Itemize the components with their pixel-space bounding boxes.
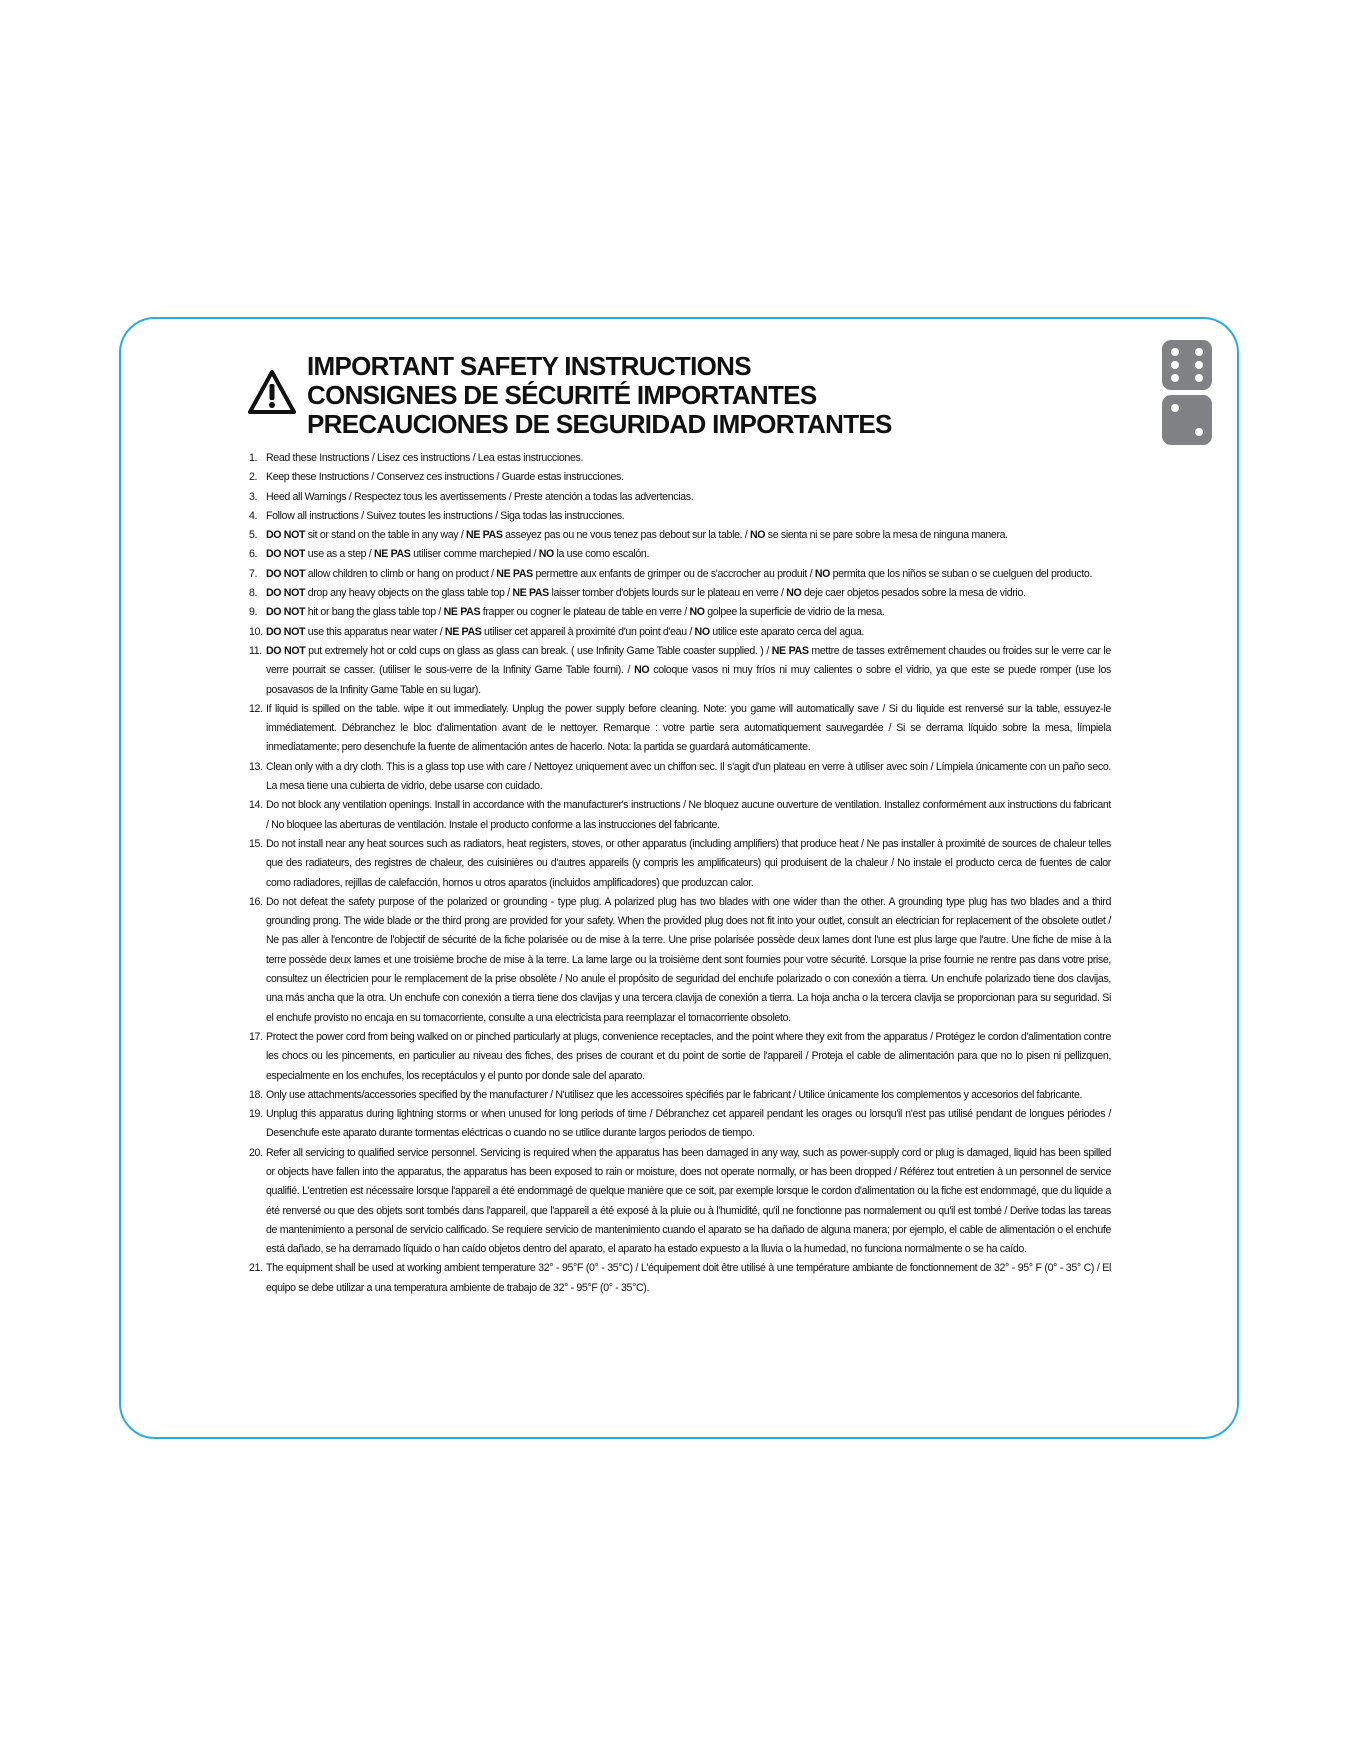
instruction-number: 7. — [249, 567, 258, 580]
logo-dice — [1162, 340, 1212, 450]
instruction-text: sit or stand on the table in any way / — [305, 529, 467, 542]
instruction-item — [249, 642, 1111, 700]
instruction-number: 12. — [249, 702, 263, 715]
instruction-item — [249, 1028, 1111, 1086]
instruction-emphasis: DO NOT — [266, 587, 306, 600]
instruction-text: utilice este aparato cerca del agua. — [709, 625, 865, 638]
instruction-number: 9. — [249, 606, 258, 619]
instruction-number: 10. — [249, 625, 263, 638]
instruction-number: 8. — [249, 587, 258, 600]
dice-six-icon — [1162, 340, 1212, 390]
instruction-emphasis: NO — [689, 606, 705, 619]
instruction-text: Unplug this apparatus during lightning storms or when unused for long periods of time / Débranchez cet appareil pendant les orages ou lorsqu'il n'est pas utilisé pendant de longues périodes / Desenchufe este aparato durante tormentas eléctricas o cuando no se utilice durante largos periodos de tiempo. — [266, 1108, 1111, 1140]
title-spanish: PRECAUCIONES DE SEGURIDAD IMPORTANTES — [307, 409, 892, 439]
instruction-emphasis: NO — [750, 529, 766, 542]
instruction-item — [249, 584, 1111, 603]
instruction-text: use as a step / — [305, 548, 374, 561]
instruction-emphasis: NO — [538, 548, 554, 561]
instruction-emphasis: NE PAS — [373, 548, 411, 561]
instruction-number: 13. — [249, 760, 263, 773]
instruction-text: allow children to climb or hang on product / — [305, 567, 497, 580]
instruction-emphasis: DO NOT — [266, 625, 306, 638]
instruction-number: 17. — [249, 1030, 263, 1043]
instruction-number: 3. — [249, 490, 258, 503]
instruction-item — [249, 700, 1111, 758]
instruction-text: permita que los niños se suban o se cuelguen del producto. — [830, 567, 1093, 580]
instruction-number: 5. — [249, 529, 258, 542]
instruction-item — [249, 1144, 1111, 1260]
instruction-number: 21. — [249, 1262, 263, 1275]
instruction-number: 16. — [249, 895, 263, 908]
instruction-item — [249, 758, 1111, 797]
instruction-text: deje caer objetos pesados sobre la mesa de vidrio. — [801, 587, 1026, 600]
instruction-item — [249, 545, 1111, 564]
instruction-text: Protect the power cord from being walked on or pinched particularly at plugs, convenience receptacles, and the point where they exit from the apparatus / Protégez le cordon d'alimentation contre les chocs ou les pincements, en particulier au niveau des fiches, des prises de courant et du point de sortie de l'appareil / Proteja el cable de alimentación para que no lo pisen ni pellizquen, especialmente en los enchufes, los receptáculos y el punto por donde sale del aparato. — [266, 1030, 1111, 1082]
instruction-text: If liquid is spilled on the table. wipe it out immediately. Unplug the power supply before cleaning. Note: you game will automatically save / Si du liquide est renversé sur la table, essuyez-le immédiatement. Débranchez le bloc d'alimentation avant de le nettoyer. Remarque : votre partie sera automatiquement sauvegardée / Si se derrama líquido sobre la mesa, límpiela inmediatamente; pero desenchufe la fuente de alimentación antes de hacerlo. Nota: la partida se guardará automáticamente. — [266, 702, 1111, 754]
instruction-list — [249, 449, 1111, 1298]
title-english: IMPORTANT SAFETY INSTRUCTIONS — [307, 351, 751, 381]
instruction-item — [249, 893, 1111, 1028]
instruction-emphasis: DO NOT — [266, 606, 306, 619]
instruction-emphasis: NE PAS — [496, 567, 533, 580]
instruction-text: drop any heavy objects on the glass table top / — [305, 587, 513, 600]
instruction-number: 2. — [249, 471, 258, 484]
instruction-text: laisser tomber d'objets lourds sur le plateau en verre / — [548, 587, 787, 600]
instruction-text: coloque vasos ni muy fríos ni muy calientes o sobre el vidrio, ya que este se puede romper (use los posavasos de la Infinity Game Table en su lugar). — [266, 664, 1111, 696]
instruction-text: Do not defeat the safety purpose of the polarized or grounding - type plug. A polarized plug has two blades with one wider than the other. A grounding type plug has two blades and a third grounding prong. The wide blade or the third prong are provided for your safety. When the provided plug does not fit into your outlet, consult an electrician for replacement of the obsolete outlet / Ne pas aller à l'encontre de l'objectif de sécurité de la fiche polarisée ou de mise à la terre. Une prise polarisée possède deux lames dont l'une est plus large que l'autre. Une fiche de mise à la terre possède deux lames et une troisième broche de mise à la terre. La lame large ou la troisième dent sont fournies pour votre sécurité. Lorsque la prise fournie ne rentre pas dans votre prise, consultez un électricien pour le remplacement de la prise obsolète / No anule el propósito de seguridad del enchufe polarizado o con conexión a tierra. Un enchufe polarizado tiene dos clavijas, una más ancha que la otra. Un enchufe con conexión a tierra tiene dos clavijas y una tercera clavija de conexión a tierra. La hoja ancha o la tercera clavija se proporcionan para su seguridad. Si el enchufe provisto no encaja en su tomacorriente, consulte a una electricista para reemplazar el tomacorriente obsoleto. — [266, 895, 1111, 1024]
instruction-emphasis: DO NOT — [266, 567, 306, 580]
instruction-text: Do not block any ventilation openings. Install in accordance with the manufacturer's instructions / Ne bloquez aucune ouverture de ventilation. Installez conformément aux instructions du fabricant / No bloquee las aberturas de ventilación. Instale el producto conforme a las instrucciones del fabricante. — [266, 799, 1111, 831]
title-block — [307, 352, 892, 439]
instruction-item — [249, 623, 1111, 642]
instruction-item — [249, 468, 1111, 487]
instruction-number: 14. — [249, 799, 263, 812]
instruction-emphasis: NE PAS — [443, 606, 481, 619]
instruction-emphasis: NO — [786, 587, 802, 600]
instruction-number: 1. — [249, 452, 258, 464]
instruction-emphasis: NO — [694, 625, 710, 638]
instruction-item — [249, 1105, 1111, 1144]
instruction-emphasis: NO — [814, 567, 831, 580]
instruction-emphasis: NE PAS — [512, 587, 549, 600]
instruction-item — [249, 488, 1111, 507]
instruction-emphasis: NO — [634, 664, 650, 677]
instruction-emphasis: DO NOT — [266, 529, 306, 542]
instruction-number: 20. — [249, 1146, 263, 1159]
instruction-text: utiliser comme marchepied / — [410, 548, 539, 561]
instruction-text: use this apparatus near water / — [305, 625, 445, 638]
instruction-item — [249, 565, 1111, 584]
instruction-text: Refer all servicing to qualified service personnel. Servicing is required when the apparatus has been damaged in any way, such as power-supply cord or plug is damaged, liquid has been spilled or objects have fallen into the apparatus, the apparatus has been exposed to rain or moisture, does not operate normally, or has been dropped / Référez tout entretien à un personnel de service qualifié. L'entretien est nécessaire lorsque l'appareil a été endommagé de quelque manière que ce soit, par exemple lorsque le cordon d'alimentation ou la fiche est endommagé, que du liquide a été renversé ou que des objets sont tombés dans l'appareil, que l'appareil a été exposé à la pluie ou à l'humidité, qu'il ne fonctionne pas normalement ou qu'il est tombé / Derive todas las tareas de mantenimiento a personal de servicio calificado. Se requiere servicio de mantenimiento cuando el aparato se ha dañado de alguna manera; por ejemplo, el cable de alimentación o el enchufe está dañado, se ha derramado líquido o han caído objetos dentro del aparato, el aparato ha estado expuesto a la lluvia o la humedad, no funciona normalmente o se ha caído. — [266, 1146, 1111, 1256]
instruction-item — [249, 526, 1111, 545]
warning-triangle-icon — [248, 370, 296, 414]
instruction-text: Only use attachments/accessories specified by the manufacturer / N'utilisez que les accessoires spécifiés par le fabricant / Utilice únicamente los complementos y accesorios del fabricante. — [266, 1088, 1083, 1101]
instruction-text: Clean only with a dry cloth. This is a glass top use with care / Nettoyez uniquement avec un chiffon sec. Il s'agit d'un plateau en verre à utiliser avec soin / Límpiela únicamente con un paño seco. La mesa tiene una cubierta de vidrio, debe usarse con cuidado. — [266, 760, 1111, 793]
instruction-text: utiliser cet appareil à proximité d'un point d'eau / — [481, 625, 695, 638]
title-french: CONSIGNES DE SÉCURITÉ IMPORTANTES — [307, 380, 817, 410]
instruction-item — [249, 1086, 1111, 1105]
instruction-emphasis: NE PAS — [444, 625, 482, 638]
instruction-text: frapper ou cogner le plateau de table en verre / — [480, 606, 690, 619]
dice-two-icon — [1162, 395, 1212, 445]
instruction-text: asseyez pas ou ne vous tenez pas debout sur la table. / — [502, 529, 750, 542]
instruction-text: golpee la superficie de vidrio de la mesa. — [704, 606, 885, 619]
instruction-emphasis: NE PAS — [466, 529, 503, 542]
instruction-text: Read these Instructions / Lisez ces instructions / Lea estas instrucciones. — [266, 452, 584, 464]
instruction-text: Keep these Instructions / Conservez ces instructions / Guarde estas instrucciones. — [266, 471, 624, 484]
instruction-text: mettre de tasses extrêmement chaudes ou froides sur le verre car le verre pourrait se casser. (utiliser le sous-verre de la Infinity Game Table fourni). / — [266, 644, 1111, 677]
instruction-text: Follow all instructions / Suivez toutes les instructions / Siga todas las instrucciones. — [266, 509, 625, 522]
instruction-text: Heed all Warnings / Respectez tous les avertissements / Preste atención a todas las advertencias. — [266, 490, 694, 503]
instruction-number: 19. — [249, 1108, 263, 1121]
instruction-text: la use como escalón. — [553, 548, 650, 561]
instruction-number: 6. — [249, 548, 258, 561]
instruction-number: 4. — [249, 509, 258, 522]
instruction-text: put extremely hot or cold cups on glass as glass can break. ( use Infinity Game Table coaster supplied. ) / — [305, 644, 772, 657]
instruction-item — [249, 835, 1111, 893]
instruction-text: Do not install near any heat sources such as radiators, heat registers, stoves, or other apparatus (including amplifiers) that produce heat / Ne pas installer à proximité de sources de chaleur telles que des radiateurs, des registres de chaleur, des cuisinières ou d'autres appareils (y compris les amplificateurs) qui produisent de la chaleur / No instale el producto cerca de fuentes de calor como radiadores, rejillas de calefacción, hornos u otros aparatos (incluidos amplificadores) que produzcan calor. — [266, 837, 1111, 889]
instruction-number: 18. — [249, 1088, 263, 1101]
instruction-item — [249, 449, 1111, 468]
instruction-text: se sienta ni se pare sobre la mesa de ninguna manera. — [765, 529, 1008, 542]
instruction-emphasis: DO NOT — [266, 644, 306, 657]
instruction-text: The equipment shall be used at working ambient temperature 32° - 95°F (0° - 35°C) / L'équipement doit être utilisé à une température ambiante de fonctionnement de 32° - 95° F (0° - 35° C) / El equipo se debe utilizar a una temperatura ambiente de trabajo de 32° - 95°F (0° - 35°C). — [266, 1262, 1111, 1294]
instruction-item — [249, 796, 1111, 835]
instruction-item — [249, 1259, 1111, 1298]
instruction-emphasis: NE PAS — [771, 644, 809, 657]
instruction-item — [249, 603, 1111, 622]
instruction-number: 15. — [249, 837, 263, 850]
instruction-text: permettre aux enfants de grimper ou de s'accrocher au produit / — [532, 567, 815, 580]
instruction-number: 11. — [249, 644, 262, 657]
instruction-item — [249, 507, 1111, 526]
instruction-text: hit or bang the glass table top / — [305, 606, 444, 619]
instruction-emphasis: DO NOT — [266, 548, 306, 561]
